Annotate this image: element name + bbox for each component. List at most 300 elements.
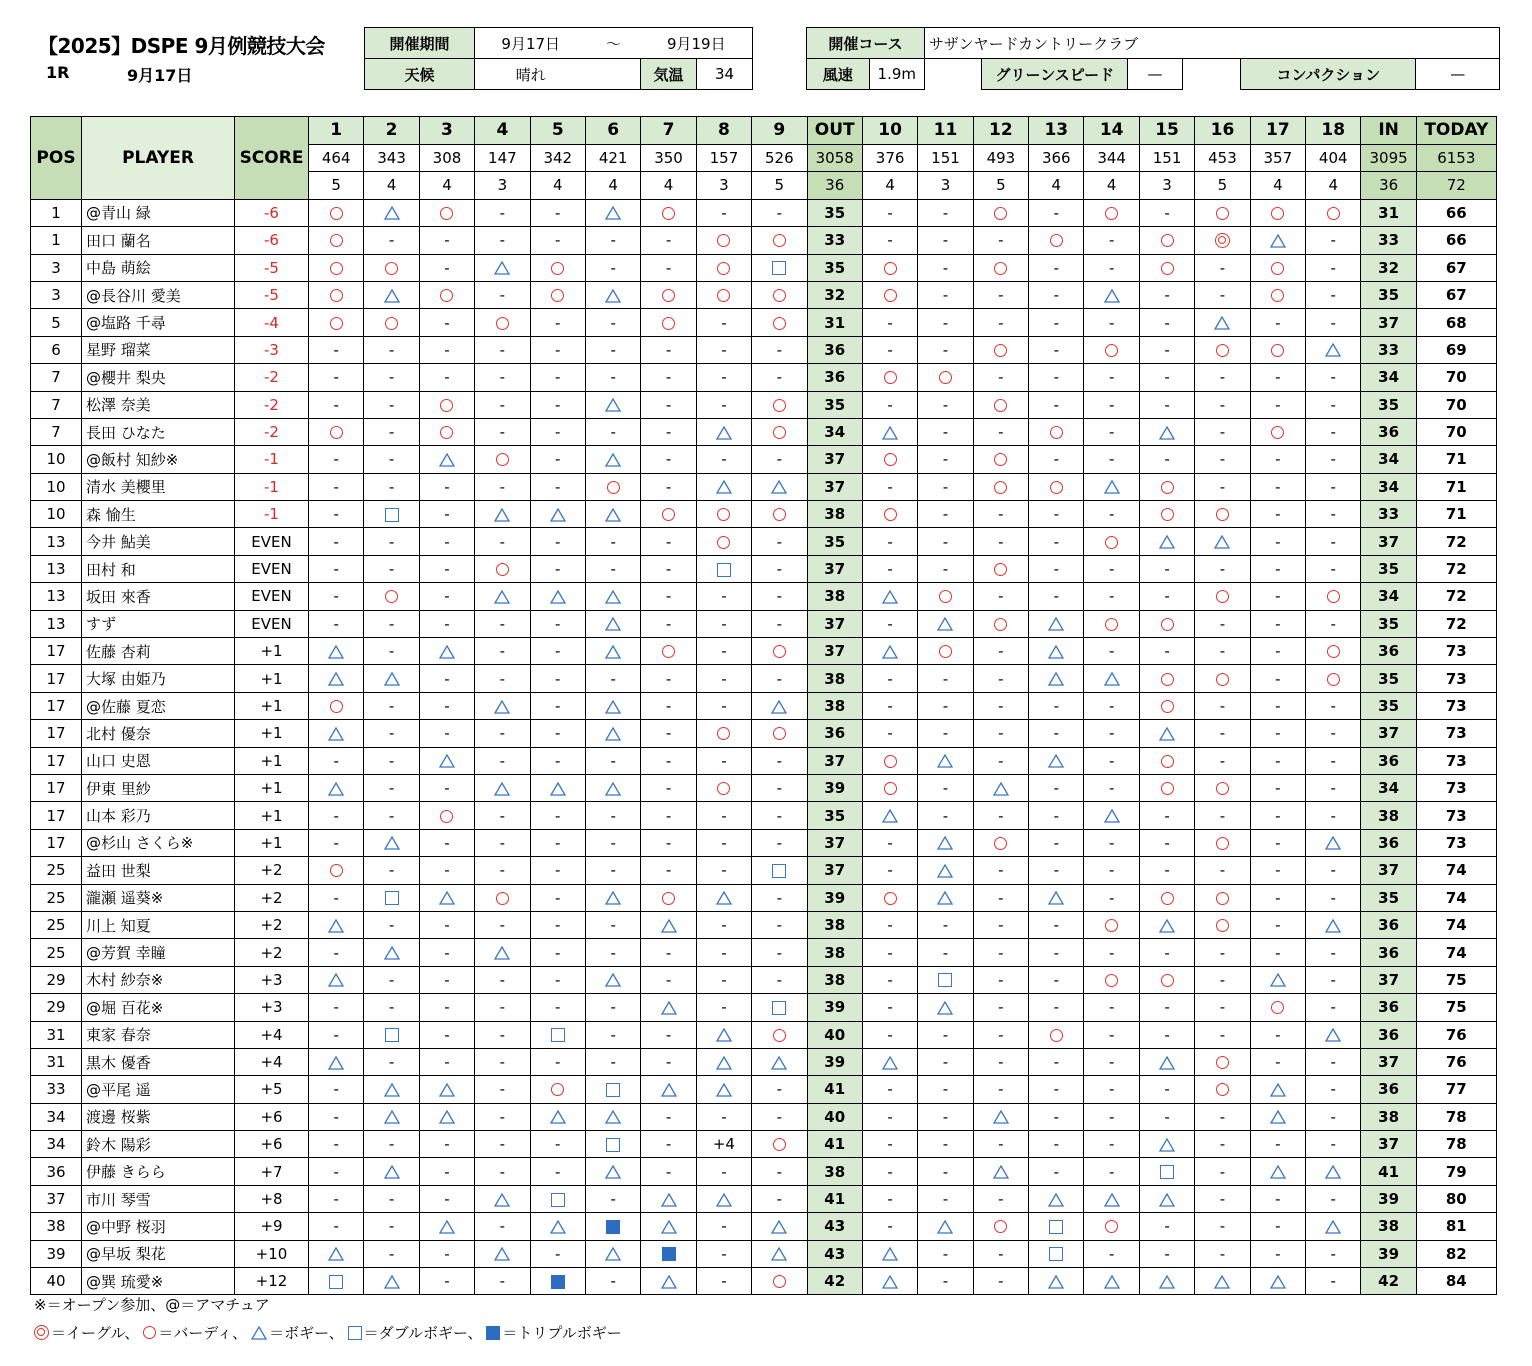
hole-result: - (862, 1103, 917, 1130)
hole-result: - (475, 994, 530, 1021)
hole-result (585, 692, 640, 719)
hole-result: - (1306, 1131, 1361, 1158)
player-name: 鈴木 陽彩 (82, 1131, 235, 1158)
hole-result (1084, 1185, 1139, 1212)
hole-result: - (1139, 309, 1194, 336)
hole-result (1139, 227, 1194, 254)
bogey-triangle-icon (550, 782, 566, 796)
hole-result (641, 1268, 696, 1295)
hole-result: - (530, 391, 585, 418)
hole-result (918, 747, 973, 774)
player-name: 今井 鮎美 (82, 528, 235, 555)
bogey-triangle-icon (1048, 891, 1064, 905)
bogey-triangle-icon (384, 946, 400, 960)
position-cell: 17 (31, 829, 82, 856)
hole-result: - (1084, 227, 1139, 254)
today-total: 73 (1416, 774, 1496, 801)
legend-item (251, 1322, 343, 1343)
out-total: 32 (807, 281, 862, 308)
hole-result (1195, 309, 1250, 336)
bogey-triangle-icon (439, 891, 455, 905)
in-total: 36 (1361, 1076, 1416, 1103)
hole-result: - (364, 1240, 419, 1267)
player-name: 佐藤 杏莉 (82, 638, 235, 665)
hole-result: - (1084, 555, 1139, 582)
bogey-triangle-icon (771, 1247, 787, 1261)
compaction-value: — (1416, 59, 1500, 90)
hole-header: 15 (1139, 117, 1194, 145)
birdie-circle-icon (1271, 289, 1284, 302)
bogey-triangle-icon (439, 1083, 455, 1097)
hole-result (530, 1213, 585, 1240)
hole-result: - (1029, 391, 1084, 418)
position-cell: 1 (31, 199, 82, 226)
hole-result: - (973, 1048, 1028, 1075)
hole-result: - (752, 802, 807, 829)
hole-result (364, 501, 419, 528)
hole-result: - (585, 802, 640, 829)
birdie-circle-icon (994, 837, 1007, 850)
bogey-triangle-icon (993, 1165, 1009, 1179)
hole-result (309, 281, 364, 308)
hole-result: - (1029, 911, 1084, 938)
hole-result (918, 857, 973, 884)
hole-result: - (530, 802, 585, 829)
player-name: 黒木 優香 (82, 1048, 235, 1075)
bogey-triangle-icon (328, 672, 344, 686)
par-cell: 5 (973, 172, 1028, 200)
yardage-cell: 453 (1195, 144, 1250, 172)
hole-result (1084, 665, 1139, 692)
bogey-triangle-icon (661, 1083, 677, 1097)
position-cell: 17 (31, 747, 82, 774)
hole-result: - (1250, 555, 1305, 582)
hole-result: - (862, 829, 917, 856)
hole-result: - (1306, 1185, 1361, 1212)
bogey-triangle-icon (605, 782, 621, 796)
hole-result: - (1084, 254, 1139, 281)
hole-result: - (862, 610, 917, 637)
score-cell: +7 (235, 1158, 309, 1185)
hole-result: - (973, 665, 1028, 692)
hole-result (585, 501, 640, 528)
birdie-circle-icon (1216, 919, 1229, 932)
today-total: 76 (1416, 1021, 1496, 1048)
hole-result: - (1084, 1076, 1139, 1103)
hole-result (309, 418, 364, 445)
position-cell: 10 (31, 473, 82, 500)
hole-result: - (696, 1103, 751, 1130)
hole-result (1029, 1268, 1084, 1295)
birdie-circle-icon (330, 207, 343, 220)
birdie-circle-icon (496, 317, 509, 330)
double-bogey-square-icon (329, 1275, 343, 1289)
hole-result (641, 309, 696, 336)
hole-result: - (1084, 994, 1139, 1021)
hole-result: - (1084, 1021, 1139, 1048)
hole-result (1250, 281, 1305, 308)
today-total: 72 (1416, 555, 1496, 582)
hole-result: - (419, 966, 474, 993)
position-cell: 34 (31, 1103, 82, 1130)
score-cell: +2 (235, 884, 309, 911)
player-name: 森 愉生 (82, 501, 235, 528)
position-cell: 31 (31, 1048, 82, 1075)
player-name: 大塚 由姫乃 (82, 665, 235, 692)
hole-result: - (752, 446, 807, 473)
hole-result (1029, 1213, 1084, 1240)
hole-result (585, 638, 640, 665)
hole-result: - (309, 391, 364, 418)
hole-header: 10 (862, 117, 917, 145)
hole-result: - (1306, 720, 1361, 747)
position-cell: 25 (31, 939, 82, 966)
bogey-triangle-icon (661, 1220, 677, 1234)
birdie-circle-icon (385, 317, 398, 330)
double-bogey-square-icon (772, 1001, 786, 1015)
hole-result: - (862, 939, 917, 966)
hole-result: - (1084, 939, 1139, 966)
hole-result: - (309, 364, 364, 391)
birdie-circle-icon (1216, 344, 1229, 357)
player-name: 東家 春奈 (82, 1021, 235, 1048)
hole-result: - (419, 528, 474, 555)
player-name: 中島 萌絵 (82, 254, 235, 281)
hole-result (1250, 1268, 1305, 1295)
hole-result: - (1250, 1021, 1305, 1048)
yardage-cell: 342 (530, 144, 585, 172)
yardage-cell: 357 (1250, 144, 1305, 172)
birdie-circle-icon (1161, 673, 1174, 686)
hole-result: - (918, 1131, 973, 1158)
position-cell: 40 (31, 1268, 82, 1295)
hole-result: - (364, 336, 419, 363)
hole-result: - (1306, 747, 1361, 774)
hole-result: - (530, 638, 585, 665)
hole-result: - (419, 501, 474, 528)
hole-result: - (973, 501, 1028, 528)
hole-result: - (1306, 939, 1361, 966)
bogey-triangle-icon (937, 754, 953, 768)
birdie-circle-icon (1271, 1001, 1284, 1014)
hole-result (918, 364, 973, 391)
bogey-triangle-icon (251, 1326, 267, 1340)
score-cell: +10 (235, 1240, 309, 1267)
bogey-triangle-icon (771, 1220, 787, 1234)
today-total: 79 (1416, 1158, 1496, 1185)
yardage-cell: 3058 (807, 144, 862, 172)
par-cell: 36 (1361, 172, 1416, 200)
in-total: 31 (1361, 199, 1416, 226)
score-cell: +9 (235, 1213, 309, 1240)
hole-result: - (1139, 802, 1194, 829)
hole-result: - (1250, 1048, 1305, 1075)
hole-result: - (752, 336, 807, 363)
hole-result: - (641, 802, 696, 829)
player-name: @巽 琉愛※ (82, 1268, 235, 1295)
bogey-triangle-icon (605, 1110, 621, 1124)
hole-result (1139, 528, 1194, 555)
hole-result (1195, 336, 1250, 363)
hole-result: - (696, 336, 751, 363)
score-cell: +3 (235, 994, 309, 1021)
birdie-circle-icon (717, 262, 730, 275)
hole-result (309, 665, 364, 692)
birdie-circle-icon (884, 289, 897, 302)
hole-result: - (309, 1213, 364, 1240)
bogey-triangle-icon (605, 891, 621, 905)
hole-result: - (1084, 829, 1139, 856)
player-name: 益田 世梨 (82, 857, 235, 884)
today-total: 73 (1416, 665, 1496, 692)
bogey-triangle-icon (882, 590, 898, 604)
bogey-triangle-icon (328, 1247, 344, 1261)
hole-header: 5 (530, 117, 585, 145)
bogey-triangle-icon (661, 1001, 677, 1015)
bogey-triangle-icon (1325, 1165, 1341, 1179)
in-total: 33 (1361, 227, 1416, 254)
birdie-circle-icon (1105, 344, 1118, 357)
score-cell: EVEN (235, 610, 309, 637)
in-total: 36 (1361, 638, 1416, 665)
hole-result (696, 720, 751, 747)
table-row (31, 281, 1497, 308)
hole-result (641, 501, 696, 528)
hole-result (364, 583, 419, 610)
table-row (31, 418, 1497, 445)
in-total: 34 (1361, 583, 1416, 610)
hole-result: - (1195, 1131, 1250, 1158)
bogey-triangle-icon (550, 1110, 566, 1124)
birdie-circle-icon (1161, 755, 1174, 768)
birdie-circle-icon (1216, 837, 1229, 850)
hole-result: - (918, 1185, 973, 1212)
hole-result: - (364, 1213, 419, 1240)
hole-result: - (752, 966, 807, 993)
bogey-triangle-icon (771, 1056, 787, 1070)
birdie-circle-icon (1161, 481, 1174, 494)
hole-result: - (1250, 501, 1305, 528)
hole-result (752, 638, 807, 665)
out-total: 39 (807, 774, 862, 801)
hole-result: - (1250, 884, 1305, 911)
table-row (31, 774, 1497, 801)
note-legend-entrants: ※＝オープン参加、@＝アマチュア (34, 1296, 270, 1314)
hole-result (585, 199, 640, 226)
birdie-circle-icon (496, 563, 509, 576)
bogey-triangle-icon (328, 645, 344, 659)
bogey-triangle-icon (1325, 1028, 1341, 1042)
bogey-triangle-icon (439, 1110, 455, 1124)
hole-result: - (475, 665, 530, 692)
in-total: 37 (1361, 1048, 1416, 1075)
hole-result (696, 473, 751, 500)
table-row (31, 939, 1497, 966)
birdie-circle-icon (884, 453, 897, 466)
score-cell: -5 (235, 281, 309, 308)
table-row (31, 1158, 1497, 1185)
hole-result: - (1250, 774, 1305, 801)
bogey-triangle-icon (1159, 1275, 1175, 1289)
bogey-triangle-icon (494, 261, 510, 275)
par-cell: 5 (1195, 172, 1250, 200)
legend-text: ＝ボギー、 (269, 1324, 344, 1342)
hole-result: - (752, 665, 807, 692)
hole-header: 17 (1250, 117, 1305, 145)
bogey-triangle-icon (1214, 535, 1230, 549)
birdie-circle-icon (1105, 207, 1118, 220)
hole-result (862, 446, 917, 473)
double-bogey-square-icon (772, 261, 786, 275)
hole-result: - (1029, 1131, 1084, 1158)
bogey-triangle-icon (384, 1165, 400, 1179)
hole-result: - (1306, 501, 1361, 528)
out-total: 38 (807, 966, 862, 993)
hole-result (475, 254, 530, 281)
hole-result: - (1139, 638, 1194, 665)
triple-bogey-filled-square-icon (486, 1326, 500, 1340)
table-row (31, 199, 1497, 226)
today-total: 72 (1416, 583, 1496, 610)
hole-result (309, 254, 364, 281)
hole-result (364, 309, 419, 336)
hole-result (1084, 528, 1139, 555)
hole-result: - (1195, 1240, 1250, 1267)
hole-result (419, 1076, 474, 1103)
yardage-cell: 151 (1139, 144, 1194, 172)
hole-result: - (1195, 391, 1250, 418)
player-name: @青山 緑 (82, 199, 235, 226)
hole-result (475, 884, 530, 911)
hole-result: - (419, 857, 474, 884)
hole-result: - (752, 774, 807, 801)
hole-result (752, 1048, 807, 1075)
legend-text: ＝ダブルボギー、 (363, 1324, 483, 1342)
hole-result (1195, 528, 1250, 555)
bogey-triangle-icon (439, 645, 455, 659)
score-cell: -1 (235, 501, 309, 528)
birdie-circle-icon (773, 317, 786, 330)
in-total: 37 (1361, 528, 1416, 555)
hole-result (585, 583, 640, 610)
in-total: 37 (1361, 720, 1416, 747)
hole-result: - (641, 583, 696, 610)
birdie-circle-icon (884, 892, 897, 905)
bogey-triangle-icon (605, 1247, 621, 1261)
hole-result: - (1195, 254, 1250, 281)
in-total: 36 (1361, 1021, 1416, 1048)
bogey-triangle-icon (937, 836, 953, 850)
hole-result (1139, 692, 1194, 719)
position-cell: 13 (31, 555, 82, 582)
hole-result: - (309, 528, 364, 555)
out-total: 38 (807, 692, 862, 719)
hole-result: - (475, 829, 530, 856)
bogey-triangle-icon (716, 1056, 732, 1070)
bogey-triangle-icon (1270, 1110, 1286, 1124)
out-total: 41 (807, 1131, 862, 1158)
birdie-circle-icon (1271, 207, 1284, 220)
hole-result: - (419, 583, 474, 610)
hole-result: - (1084, 364, 1139, 391)
score-cell: -6 (235, 199, 309, 226)
bogey-triangle-icon (716, 480, 732, 494)
hole-result (862, 583, 917, 610)
hole-result: - (862, 665, 917, 692)
hole-result: - (973, 1076, 1028, 1103)
hole-result (1195, 199, 1250, 226)
hole-result: - (1306, 857, 1361, 884)
double-bogey-square-icon (348, 1326, 362, 1340)
double-bogey-square-icon (938, 973, 952, 987)
player-name: 星野 瑠菜 (82, 336, 235, 363)
hole-result: - (973, 884, 1028, 911)
hole-result: - (1029, 555, 1084, 582)
birdie-circle-icon (551, 262, 564, 275)
table-row (31, 391, 1497, 418)
hole-result: - (1084, 884, 1139, 911)
birdie-circle-icon (330, 700, 343, 713)
player-name: 瀧瀬 遥葵※ (82, 884, 235, 911)
hole-result: - (918, 254, 973, 281)
bogey-triangle-icon (661, 1275, 677, 1289)
double-bogey-square-icon (772, 864, 786, 878)
hole-result (918, 638, 973, 665)
birdie-circle-icon (994, 344, 1007, 357)
hole-result: - (973, 309, 1028, 336)
hole-result: - (973, 692, 1028, 719)
player-name: 坂田 來香 (82, 583, 235, 610)
hole-result (309, 638, 364, 665)
hole-result: - (309, 829, 364, 856)
out-total: 41 (807, 1076, 862, 1103)
position-cell: 17 (31, 692, 82, 719)
hole-result (752, 692, 807, 719)
par-cell: 4 (364, 172, 419, 200)
hole-result: - (475, 1021, 530, 1048)
hole-result (1195, 1076, 1250, 1103)
hole-result: - (364, 446, 419, 473)
blank-cell (587, 59, 641, 90)
hole-header: 9 (752, 117, 807, 145)
hole-result: - (419, 994, 474, 1021)
weather-label: 天候 (365, 59, 475, 90)
hole-result: - (1306, 528, 1361, 555)
in-total: 36 (1361, 911, 1416, 938)
hole-result: - (973, 857, 1028, 884)
hole-result: - (1029, 1048, 1084, 1075)
today-total: 70 (1416, 391, 1496, 418)
hole-result (475, 555, 530, 582)
hole-result: - (1306, 774, 1361, 801)
hole-result: - (1306, 966, 1361, 993)
hole-result: - (309, 1158, 364, 1185)
birdie-circle-icon (1050, 234, 1063, 247)
today-total: 67 (1416, 254, 1496, 281)
hole-result (1306, 829, 1361, 856)
position-cell: 38 (31, 1213, 82, 1240)
bogey-triangle-icon (1159, 426, 1175, 440)
hole-result (973, 774, 1028, 801)
hole-result: - (1029, 1103, 1084, 1130)
legend-item (143, 1322, 247, 1343)
bogey-triangle-icon (605, 398, 621, 412)
hole-result (641, 281, 696, 308)
hole-header: 8 (696, 117, 751, 145)
hole-result: - (309, 884, 364, 911)
hole-result: - (530, 1158, 585, 1185)
bogey-triangle-icon (550, 590, 566, 604)
